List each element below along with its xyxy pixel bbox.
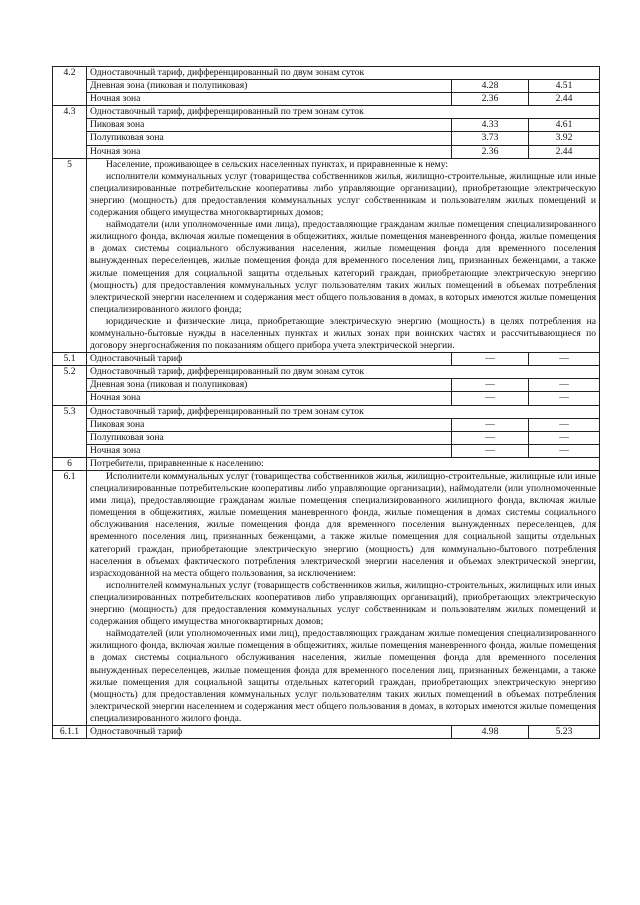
row-title: Одноставочный тариф, дифференцированный по двум зонам суток [87,366,600,379]
paragraph: наймодателей (или уполномоченных ими лиц), предоставляющих гражданам жилые помещения специализированного жилищного фонда, включая жилые помещения в общежитиях, жилые помещения маневренного фонда, жилые помещения в домах системы социального обслуживания населения, жилые помещения фонда для временного поселения вынужденных переселенцев, жилые помещения фонда для временного поселения лиц, признанных беженцами, а также жилые помещения для социальной защиты отдельных категорий граждан, приобретающих электрическую энергию (мощность) для предоставления коммунальных услуг пользователям таких жилых помещений в объемах потребления электрической энергии населением и содержания мест общего пользования в домах, в которых имеются жилые помещения специализированного жилого фонда. [90,628,596,724]
zone-label: Полупиковая зона [87,132,452,145]
row-number: 5.3 [53,405,87,457]
table-row [53,67,600,80]
table-row [53,353,600,366]
table-row [53,379,600,392]
tariff-value-h1: — [452,431,529,444]
row-number: 4.2 [53,67,87,106]
table-row [53,119,600,132]
table-row [53,457,600,470]
table-row [53,392,600,405]
zone-label: Ночная зона [87,145,452,158]
row-number: 4.3 [53,106,87,158]
tariff-value-h1: — [452,379,529,392]
paragraph: исполнители коммунальных услуг (товарищества собственников жилья, жилищно-строительные, жилищные или иные специализированные потребительские кооперативы либо управляющие организации), приобретающие электрическую энергию (мощность) для предоставления коммунальных услуг собственникам и пользователям жилых помещений и содержания общего имущества многоквартирных домов; [90,170,596,219]
consumer-description [87,158,600,353]
tariff-table [52,66,600,739]
table-row [53,444,600,457]
tariff-value-h2: 2.44 [529,145,600,158]
table-row [53,106,600,119]
paragraph: юридические и физические лица, приобретающие электрическую энергию (мощность) в целях потребления на коммунально-бытовые нужды в населенных пунктах и жилых зонах при воинских частях и рассчитывающиеся по договору энергоснабжения по показаниям общего прибора учета электрической энергии. [90,315,596,352]
paragraph: наймодатели (или уполномоченные ими лица), предоставляющие гражданам жилые помещения специализированного жилищного фонда, включая жилые помещения в общежитиях, жилые помещения маневренного фонда, жилые помещения в домах системы социального обслуживания населения, жилые помещения фонда для временного поселения вынужденных переселенцев, жилые помещения фонда для временного поселения лиц, признанных беженцами, а также жилые помещения для социальной защиты отдельных категорий граждан, приобретающие электрическую энергию (мощность) для предоставления коммунальных услуг пользователям таких жилых помещений в объемах потребления электрической энергии населением и содержания мест общего пользования в домах, в которых имеются жилые помещения специализированного жилого фонда; [90,219,596,315]
row-number: 5 [53,158,87,353]
zone-label: Пиковая зона [87,418,452,431]
table-row [53,418,600,431]
paragraph: исполнителей коммунальных услуг (товариществ собственников жилья, жилищно-строительных, жилищных или иных специализированных потребительских кооперативов либо управляющих организаций), приобретающих электрическую энергию (мощность) для предоставления коммунальных услуг собственникам и пользователям жилых помещений и содержания общего имущества многоквартирных домов; [90,579,596,628]
table-row [53,93,600,106]
consumer-description [87,471,600,726]
table-row [53,366,600,379]
zone-label: Полупиковая зона [87,431,452,444]
tariff-value-h2: 2.44 [529,93,600,106]
paragraph: Население, проживающее в сельских населенных пунктах, и приравненные к нему: [106,158,449,170]
row-title: Одноставочный тариф, дифференцированный по трем зонам суток [87,405,600,418]
row-title: Одноставочный тариф, дифференцированный по двум зонам суток [87,67,600,80]
tariff-value-h2: — [529,431,600,444]
tariff-value-h1: 2.36 [452,93,529,106]
row-number: 6 [53,457,87,470]
table-row [53,145,600,158]
tariff-value-h1: — [452,392,529,405]
table-row [53,471,600,726]
tariff-value-h2: — [529,444,600,457]
zone-label: Дневная зона (пиковая и полупиковая) [87,80,452,93]
tariff-value-h1: 4.28 [452,80,529,93]
zone-label: Ночная зона [87,392,452,405]
tariff-value-h2: 4.51 [529,80,600,93]
row-title: Одноставочный тариф, дифференцированный по трем зонам суток [87,106,600,119]
table-row [53,405,600,418]
row-number: 6.1.1 [53,725,87,738]
zone-label: Ночная зона [87,444,452,457]
table-row [53,431,600,444]
zone-label: Пиковая зона [87,119,452,132]
row-number: 5.1 [53,353,87,366]
tariff-value-h1: 4.98 [452,725,529,738]
tariff-value-h2: — [529,392,600,405]
tariff-value-h1: 2.36 [452,145,529,158]
tariff-value-h2: 5.23 [529,725,600,738]
tariff-value-h1: 4.33 [452,119,529,132]
paragraph: Исполнители коммунальных услуг (товарищества собственников жилья, жилищно-строительные, жилищные или иные специализированные потребительские кооперативы либо управляющие организации), наймодатели (или уполномоченные ими лица), предоставляющие гражданам жилые помещения специализированного жилищного фонда, включая жилые помещения в общежитиях, жилые помещения маневренного фонда, жилые помещения в домах системы социального обслуживания населения, жилые помещения фонда для временного поселения вынужденных переселенцев, для временного поселения лиц, признанных беженцами, а также жилые помещения для социальной защиты отдельных категорий граждан, приобретающие электрическую энергию (мощность) для коммунально-бытового потребления населения в объемах фактического потребления электрической энергии населения и объемах электрической энергии, израсходованной на места общего пользования, за исключением: [90,471,596,579]
tariff-value-h2: — [529,418,600,431]
tariff-value-h2: — [529,353,600,366]
table-row [53,158,600,353]
table-row [53,725,600,738]
table-row [53,80,600,93]
row-number: 5.2 [53,366,87,405]
row-title: Одноставочный тариф [87,353,452,366]
tariff-value-h2: 3.92 [529,132,600,145]
tariff-value-h1: — [452,353,529,366]
tariff-value-h1: — [452,418,529,431]
tariff-value-h1: — [452,444,529,457]
row-title: Одноставочный тариф [87,725,452,738]
row-number: 6.1 [53,471,87,726]
row-title: Потребители, приравненные к населению: [87,457,600,470]
zone-label: Дневная зона (пиковая и полупиковая) [87,379,452,392]
table-row [53,132,600,145]
zone-label: Ночная зона [87,93,452,106]
tariff-value-h2: — [529,379,600,392]
tariff-value-h2: 4.61 [529,119,600,132]
tariff-value-h1: 3.73 [452,132,529,145]
